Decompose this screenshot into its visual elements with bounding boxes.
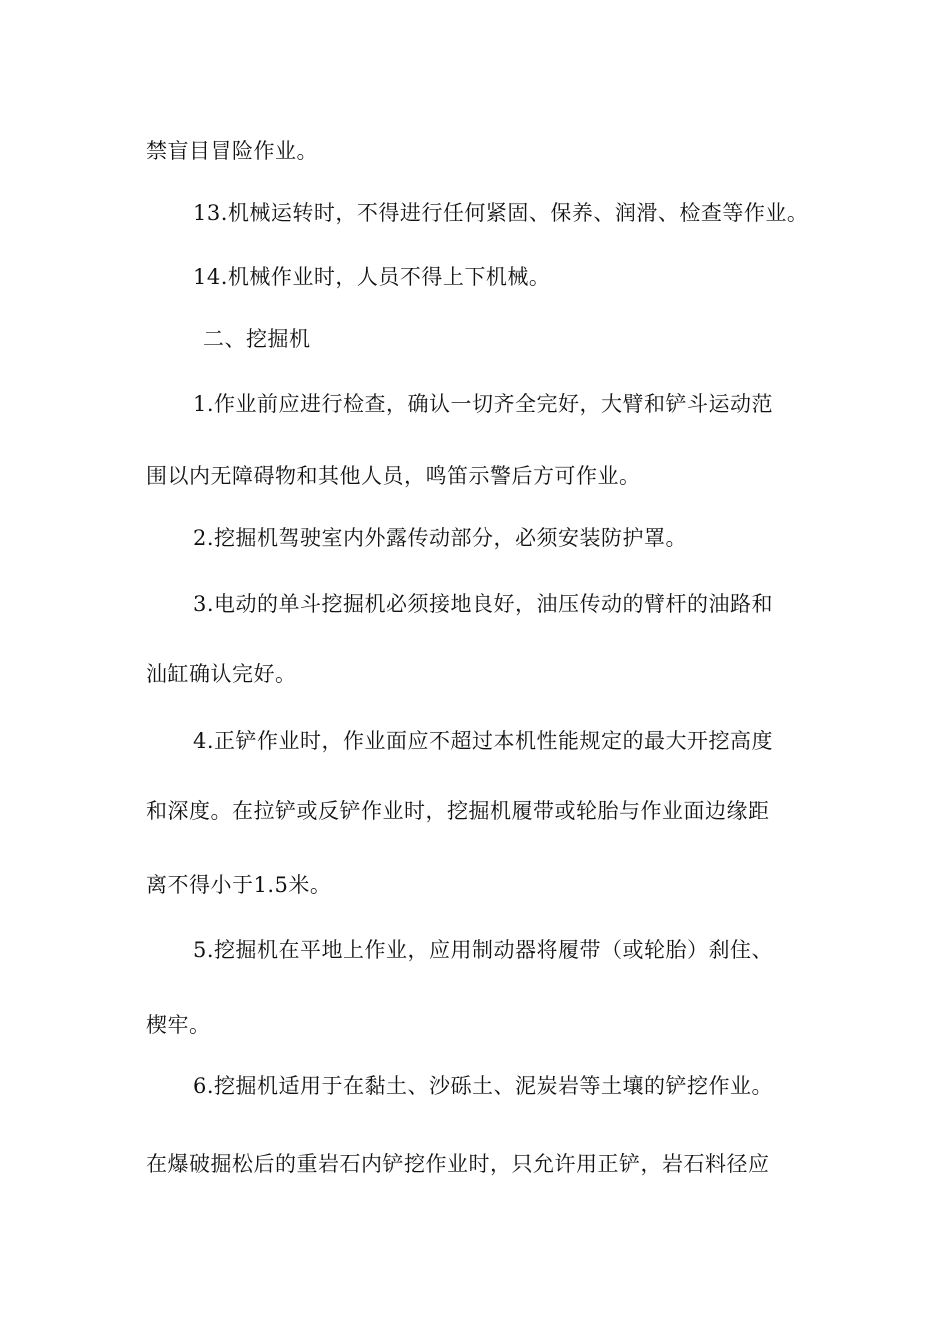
item-13: 13.机械运转时，不得进行任何紧固、保养、润滑、检查等作业。 (193, 201, 809, 225)
paragraph-line: 和深度。在拉铲或反铲作业时，挖掘机履带或轮胎与作业面边缘距 (146, 799, 770, 823)
paragraph-line: 禁盲目冒险作业。 (146, 139, 318, 163)
item-6: 6.挖掘机适用于在黏土、沙砾土、泥炭岩等土壤的铲挖作业。 (193, 1074, 774, 1098)
item-3: 3.电动的单斗挖掘机必须接地良好，油压传动的臂杆的油路和 (193, 592, 774, 616)
item-2: 2.挖掘机驾驶室内外露传动部分，必须安装防护罩。 (193, 526, 688, 550)
paragraph-line: 围以内无障碍物和其他人员，鸣笛示警后方可作业。 (146, 464, 641, 488)
section-heading: 二、挖掘机 (203, 327, 311, 351)
paragraph-line: 楔牢。 (146, 1013, 211, 1037)
item-5: 5.挖掘机在平地上作业，应用制动器将履带（或轮胎）刹住、 (193, 938, 774, 962)
item-1: 1.作业前应进行检查，确认一切齐全完好，大臂和铲斗运动范 (193, 392, 774, 416)
paragraph-line: 离不得小于1.5米。 (146, 873, 332, 897)
item-14: 14.机械作业时，人员不得上下机械。 (193, 265, 551, 289)
paragraph-line: 在爆破掘松后的重岩石内铲挖作业时，只允许用正铲，岩石料径应 (146, 1152, 770, 1176)
item-4: 4.正铲作业时，作业面应不超过本机性能规定的最大开挖高度 (193, 729, 774, 753)
paragraph-line: 汕缸确认完好。 (146, 662, 297, 686)
